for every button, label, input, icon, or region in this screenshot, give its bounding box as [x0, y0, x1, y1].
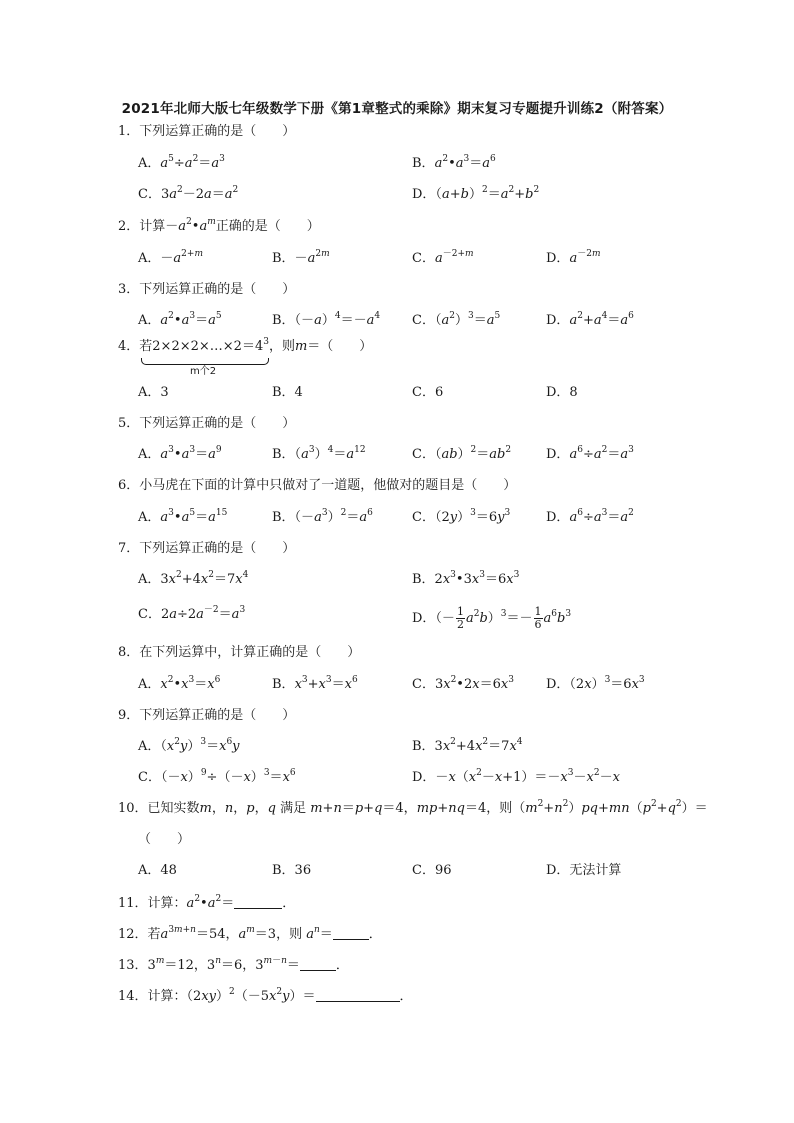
- q9-option-b[interactable]: B．$3x^2+4x^2=7x^4$: [412, 737, 523, 754]
- q2-option-c[interactable]: C．$a^{-2+m}$: [412, 249, 474, 266]
- q6-option-c[interactable]: C．$(2y)^3=6y^3$: [412, 508, 511, 525]
- question-13: 13．$3^m=12$，$3^n=6$，$3^{m-n}=$ ．: [118, 956, 349, 973]
- q3-option-d[interactable]: D．$a^2+a^4=a^6$: [546, 311, 634, 328]
- q2-option-d[interactable]: D．$a^{-2m}$: [546, 249, 601, 266]
- question-10-stem: 10．已知实数m，n，p，q 满足 m+n＝p+q＝4，mp+nq＝4，则$(m^2+n^2)pq+mn(p^2+q^2)=$: [118, 799, 708, 816]
- question-8-stem: 8．在下列运算中，计算正确的是（ ）: [118, 645, 361, 660]
- q8-option-a[interactable]: A．$x^2•x^3=x^6$: [138, 675, 221, 692]
- q4-option-a[interactable]: A．3: [138, 385, 169, 400]
- q7-option-d[interactable]: D．（－ $\frac{1}{2}$ $a^2b)^3=-$ $\frac{1}{6}$ $a^6b^3$: [412, 605, 572, 631]
- question-12: 12．若$a^{3m+n}=54$，$a^m=3$，则 $a^n=$ ．: [118, 925, 382, 942]
- q1-option-d[interactable]: D．$(a+b)^2=a^2+b^2$: [412, 185, 540, 202]
- q10-option-d[interactable]: D．无法计算: [546, 863, 622, 878]
- q3-option-b[interactable]: B．$(-a)^4=-a^4$: [272, 311, 381, 328]
- q1-option-b[interactable]: B．$a^2•a^3=a^6$: [412, 154, 496, 171]
- q10-option-a[interactable]: A．48: [138, 863, 177, 878]
- q8-option-d[interactable]: D．$(2x)^3=6x^3$: [546, 675, 645, 692]
- question-10-paren: （ ）: [138, 832, 191, 847]
- q5-option-c[interactable]: C．$(ab)^2=ab^2$: [412, 445, 512, 462]
- question-7-stem: 7．下列运算正确的是（ ）: [118, 541, 296, 556]
- question-4-stem: 4．若$2\times 2\times 2\times\dots\times 2=4^3$，则m＝（ ）: [118, 337, 373, 354]
- q5-option-a[interactable]: A．$a^3•a^3=a^9$: [138, 445, 222, 462]
- q5-option-b[interactable]: B．$(a^3)^4=a^{12}$: [272, 445, 366, 462]
- q5-option-d[interactable]: D．$a^6\div a^2=a^3$: [546, 445, 634, 462]
- q2-option-b[interactable]: B．$-a^{2m}$: [272, 249, 330, 266]
- q1-option-a[interactable]: A．$a^5\div a^2=a^3$: [138, 154, 225, 171]
- question-6-stem: 6．小马虎在下面的计算中只做对了一道题，他做对的题目是（ ）: [118, 478, 517, 493]
- q6-option-b[interactable]: B．$(-a^3)^2=a^6$: [272, 508, 373, 525]
- question-3-stem: 3．下列运算正确的是（ ）: [118, 282, 296, 297]
- q8-option-c[interactable]: C．$3x^2•2x=6x^3$: [412, 675, 514, 692]
- q10-option-b[interactable]: B．36: [272, 863, 312, 878]
- underbrace-label: m个2: [190, 366, 217, 377]
- q4-option-c[interactable]: C．6: [412, 385, 444, 400]
- q3-option-c[interactable]: C．$(a^2)^3=a^5$: [412, 311, 501, 328]
- q1-option-c[interactable]: C．$3a^2-2a=a^2$: [138, 185, 239, 202]
- question-9-stem: 9．下列运算正确的是（ ）: [118, 708, 296, 723]
- q9-option-d[interactable]: D．$-x(x^2-x+1)=-x^3-x^2-x$: [412, 768, 620, 785]
- q4-option-d[interactable]: D．8: [546, 385, 578, 400]
- question-5-stem: 5．下列运算正确的是（ ）: [118, 416, 296, 431]
- q9-option-a[interactable]: A．$(x^2y)^3=x^6y$: [138, 737, 240, 754]
- question-11: 11．计算：$a^2•a^2=$ ．: [118, 894, 296, 911]
- q6-option-a[interactable]: A．$a^3•a^5=a^{15}$: [138, 508, 228, 525]
- answer-blank-12[interactable]: [333, 926, 369, 940]
- answer-blank-14[interactable]: [316, 988, 400, 1002]
- q3-option-a[interactable]: A．$a^2•a^3=a^5$: [138, 311, 222, 328]
- q9-option-c[interactable]: C．$(-x)^9\div(-x)^3=x^6$: [138, 768, 296, 785]
- q7-option-a[interactable]: A．$3x^2+4x^2=7x^4$: [138, 570, 249, 587]
- answer-blank-11[interactable]: [234, 895, 282, 909]
- q10-option-c[interactable]: C．96: [412, 863, 452, 878]
- q7-option-b[interactable]: B．$2x^3•3x^3=6x^3$: [412, 570, 520, 587]
- question-1-stem: 1．下列运算正确的是（ ）: [118, 124, 296, 139]
- q7-option-c[interactable]: C．$2a\div 2a^{-2}=a^3$: [138, 605, 246, 622]
- q2-option-a[interactable]: A．$-a^{2+m}$: [138, 249, 203, 266]
- q6-option-d[interactable]: D．$a^6\div a^3=a^2$: [546, 508, 634, 525]
- q4-option-b[interactable]: B．4: [272, 385, 303, 400]
- question-2-stem: 2．计算$-a^2•a^m$正确的是（ ）: [118, 217, 320, 234]
- document-title: 2021年北师大版七年级数学下册《第1章整式的乘除》期末复习专题提升训练2（附答案）: [121, 101, 673, 117]
- answer-blank-13[interactable]: [300, 957, 336, 971]
- question-14: 14．计算：$(2xy)^2(-5x^2y)=$ ．: [118, 987, 413, 1004]
- q8-option-b[interactable]: B．$x^3+x^3=x^6$: [272, 675, 358, 692]
